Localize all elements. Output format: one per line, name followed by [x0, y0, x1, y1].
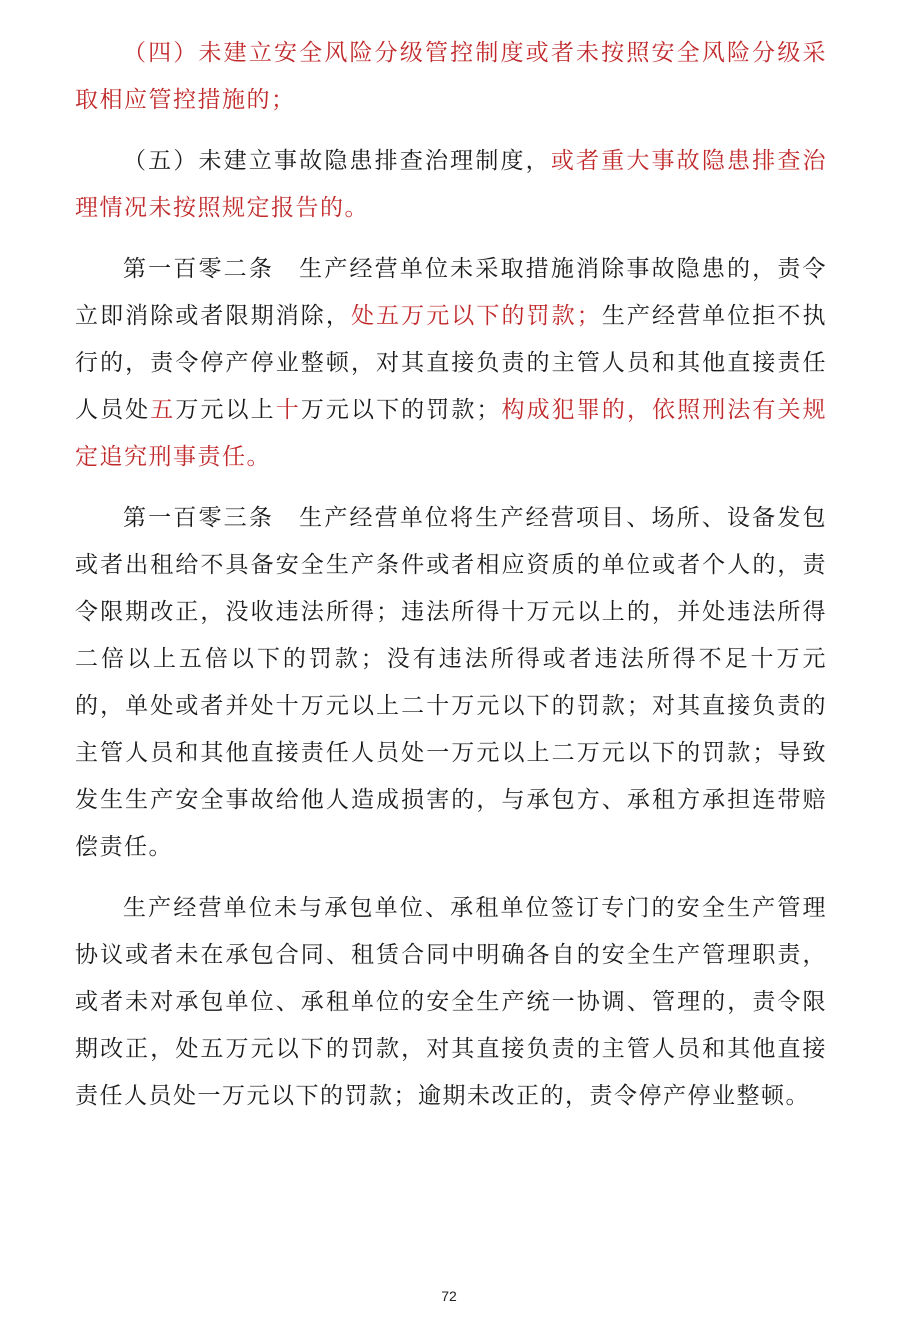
article-102 — [75, 246, 827, 481]
article-103-second-text: 生产经营单位未与承包单位、承租单位签订专门的安全生产管理协议或者未在承包合同、租赁合同中明确各自的安全生产管理职责，或者未对承包单位、承租单位的安全生产统一协调、管理的，责令限期改正，处五万元以下的罚款，对其直接负责的主管人员和其他直接责任人员处一万元以下的罚款；逾期未改正的，责令停产停业整顿。 — [75, 895, 827, 1109]
article-102-text-1: 第一百零二条 生产经营单位未采取措施消除事故隐患的，责令立即消除或者限期消除， — [75, 256, 827, 329]
page-number: 72 — [441, 1288, 457, 1304]
article-102-highlight-1: 处五万元以下的罚款； — [350, 303, 602, 329]
clause-five — [75, 138, 827, 232]
clause-four-text: （四）未建立安全风险分级管控制度或者未按照安全风险分级采取相应管控措施的； — [75, 40, 827, 113]
article-103-second-paragraph — [75, 885, 827, 1120]
article-102-text-4: 万元以下的罚款； — [300, 397, 501, 423]
article-102-highlight-3: 十 — [275, 397, 301, 423]
article-103 — [75, 495, 827, 871]
clause-five-text: （五）未建立事故隐患排查治理制度， — [123, 148, 551, 174]
article-102-text-2: 生产经营单位拒不执行的，责令停产停业整顿，对其直接负责的主管人员和其他直接责任人员处 — [75, 303, 828, 423]
article-102-highlight-2: 五 — [150, 397, 176, 423]
article-102-text-3: 万元以上 — [175, 397, 276, 423]
clause-four — [75, 30, 827, 124]
document-body — [75, 30, 827, 1120]
clause-five-highlight: 或者重大事故隐患排查治理情况未按照规定报告的。 — [75, 148, 828, 221]
article-102-highlight-4: 构成犯罪的，依照刑法有关规定追究刑事责任。 — [75, 397, 828, 470]
article-103-text: 第一百零三条 生产经营单位将生产经营项目、场所、设备发包或者出租给不具备安全生产条件或者相应资质的单位或者个人的，责令限期改正，没收违法所得；违法所得十万元以上的，并处违法所得二倍以上五倍以下的罚款；没有违法所得或者违法所得不足十万元的，单处或者并处十万元以上二十万元以下的罚款；对其直接负责的主管人员和其他直接责任人员处一万元以上二万元以下的罚款；导致发生生产安全事故给他人造成损害的，与承包方、承租方承担连带赔偿责任。 — [75, 505, 827, 860]
